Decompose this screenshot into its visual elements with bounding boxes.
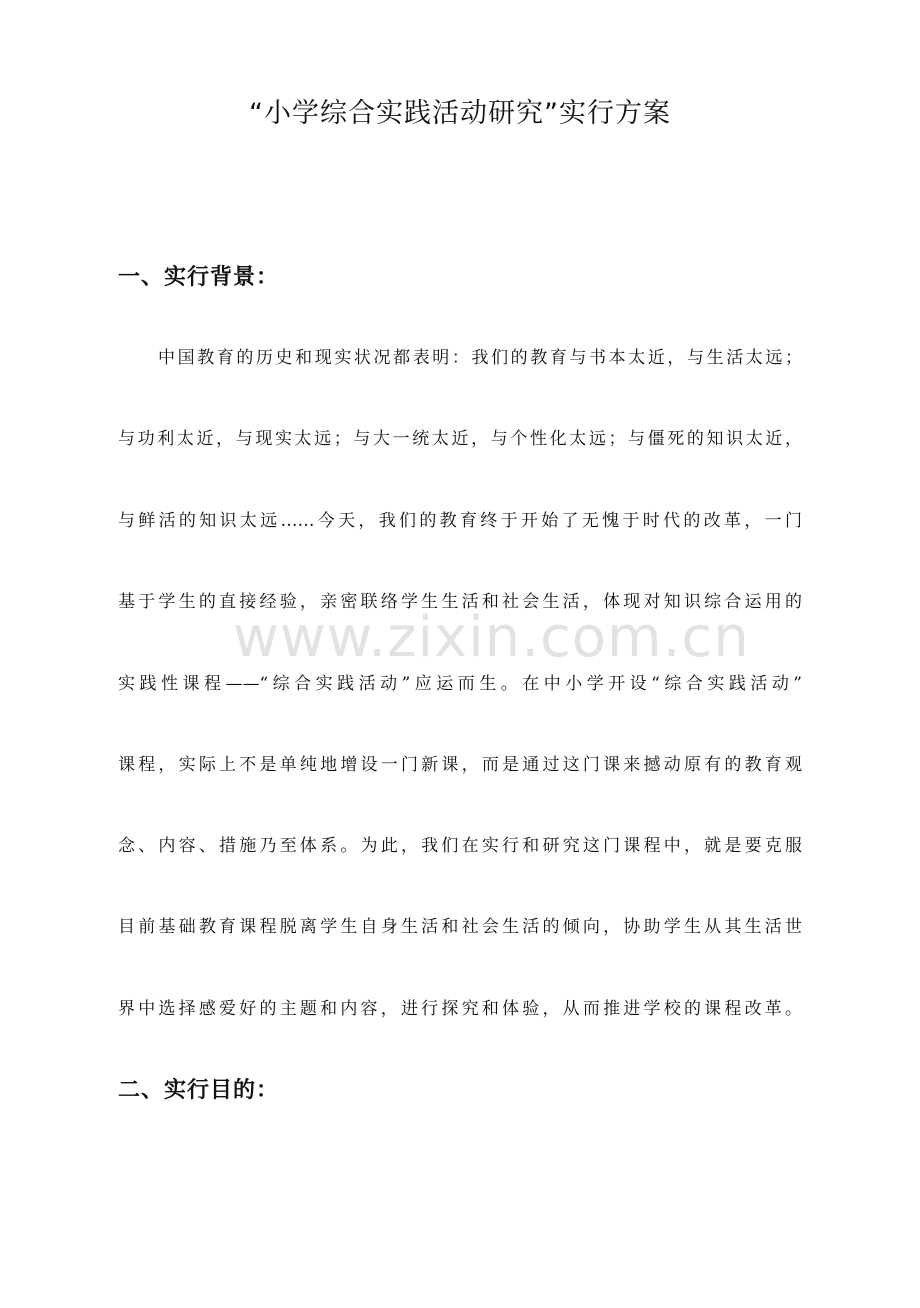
paragraph-line: 与鲜活的知识太远……今天，我们的教育终于开始了无愧于时代的改革，一门	[118, 511, 802, 531]
paragraph-line: 基于学生的直接经验，亲密联络学生生活和社会生活，体现对知识综合运用的	[118, 592, 802, 612]
section-heading-purpose: 二、实行目的：	[118, 1078, 280, 1103]
document-title: “小学综合实践活动研究”实行方案	[249, 98, 671, 129]
paragraph-line: 界中选择感爱好的主题和内容，进行探究和体验，从而推进学校的课程改革。	[118, 999, 802, 1019]
watermark: www.zixin.com.cn	[233, 605, 750, 670]
paragraph-line: 课程，实际上不是单纯地增设一门新课，而是通过这门课来撼动原有的教育观	[118, 755, 802, 775]
paragraph-line: 中国教育的历史和现实状况都表明：我们的教育与书本太近，与生活太远；	[158, 348, 802, 368]
paragraph-line: 与功利太近，与现实太远；与大一统太近，与个性化太远；与僵死的知识太近，	[118, 429, 802, 449]
paragraph-line: 实践性课程——“综合实践活动”应运而生。在中小学开设“综合实践活动”	[118, 674, 802, 694]
paragraph-line: 念、内容、措施乃至体系。为此，我们在实行和研究这门课程中，就是要克服	[118, 836, 802, 856]
paragraph-line: 目前基础教育课程脱离学生自身生活和社会生活的倾向，协助学生从其生活世	[118, 917, 802, 937]
section-heading-background: 一、实行背景：	[118, 265, 280, 290]
